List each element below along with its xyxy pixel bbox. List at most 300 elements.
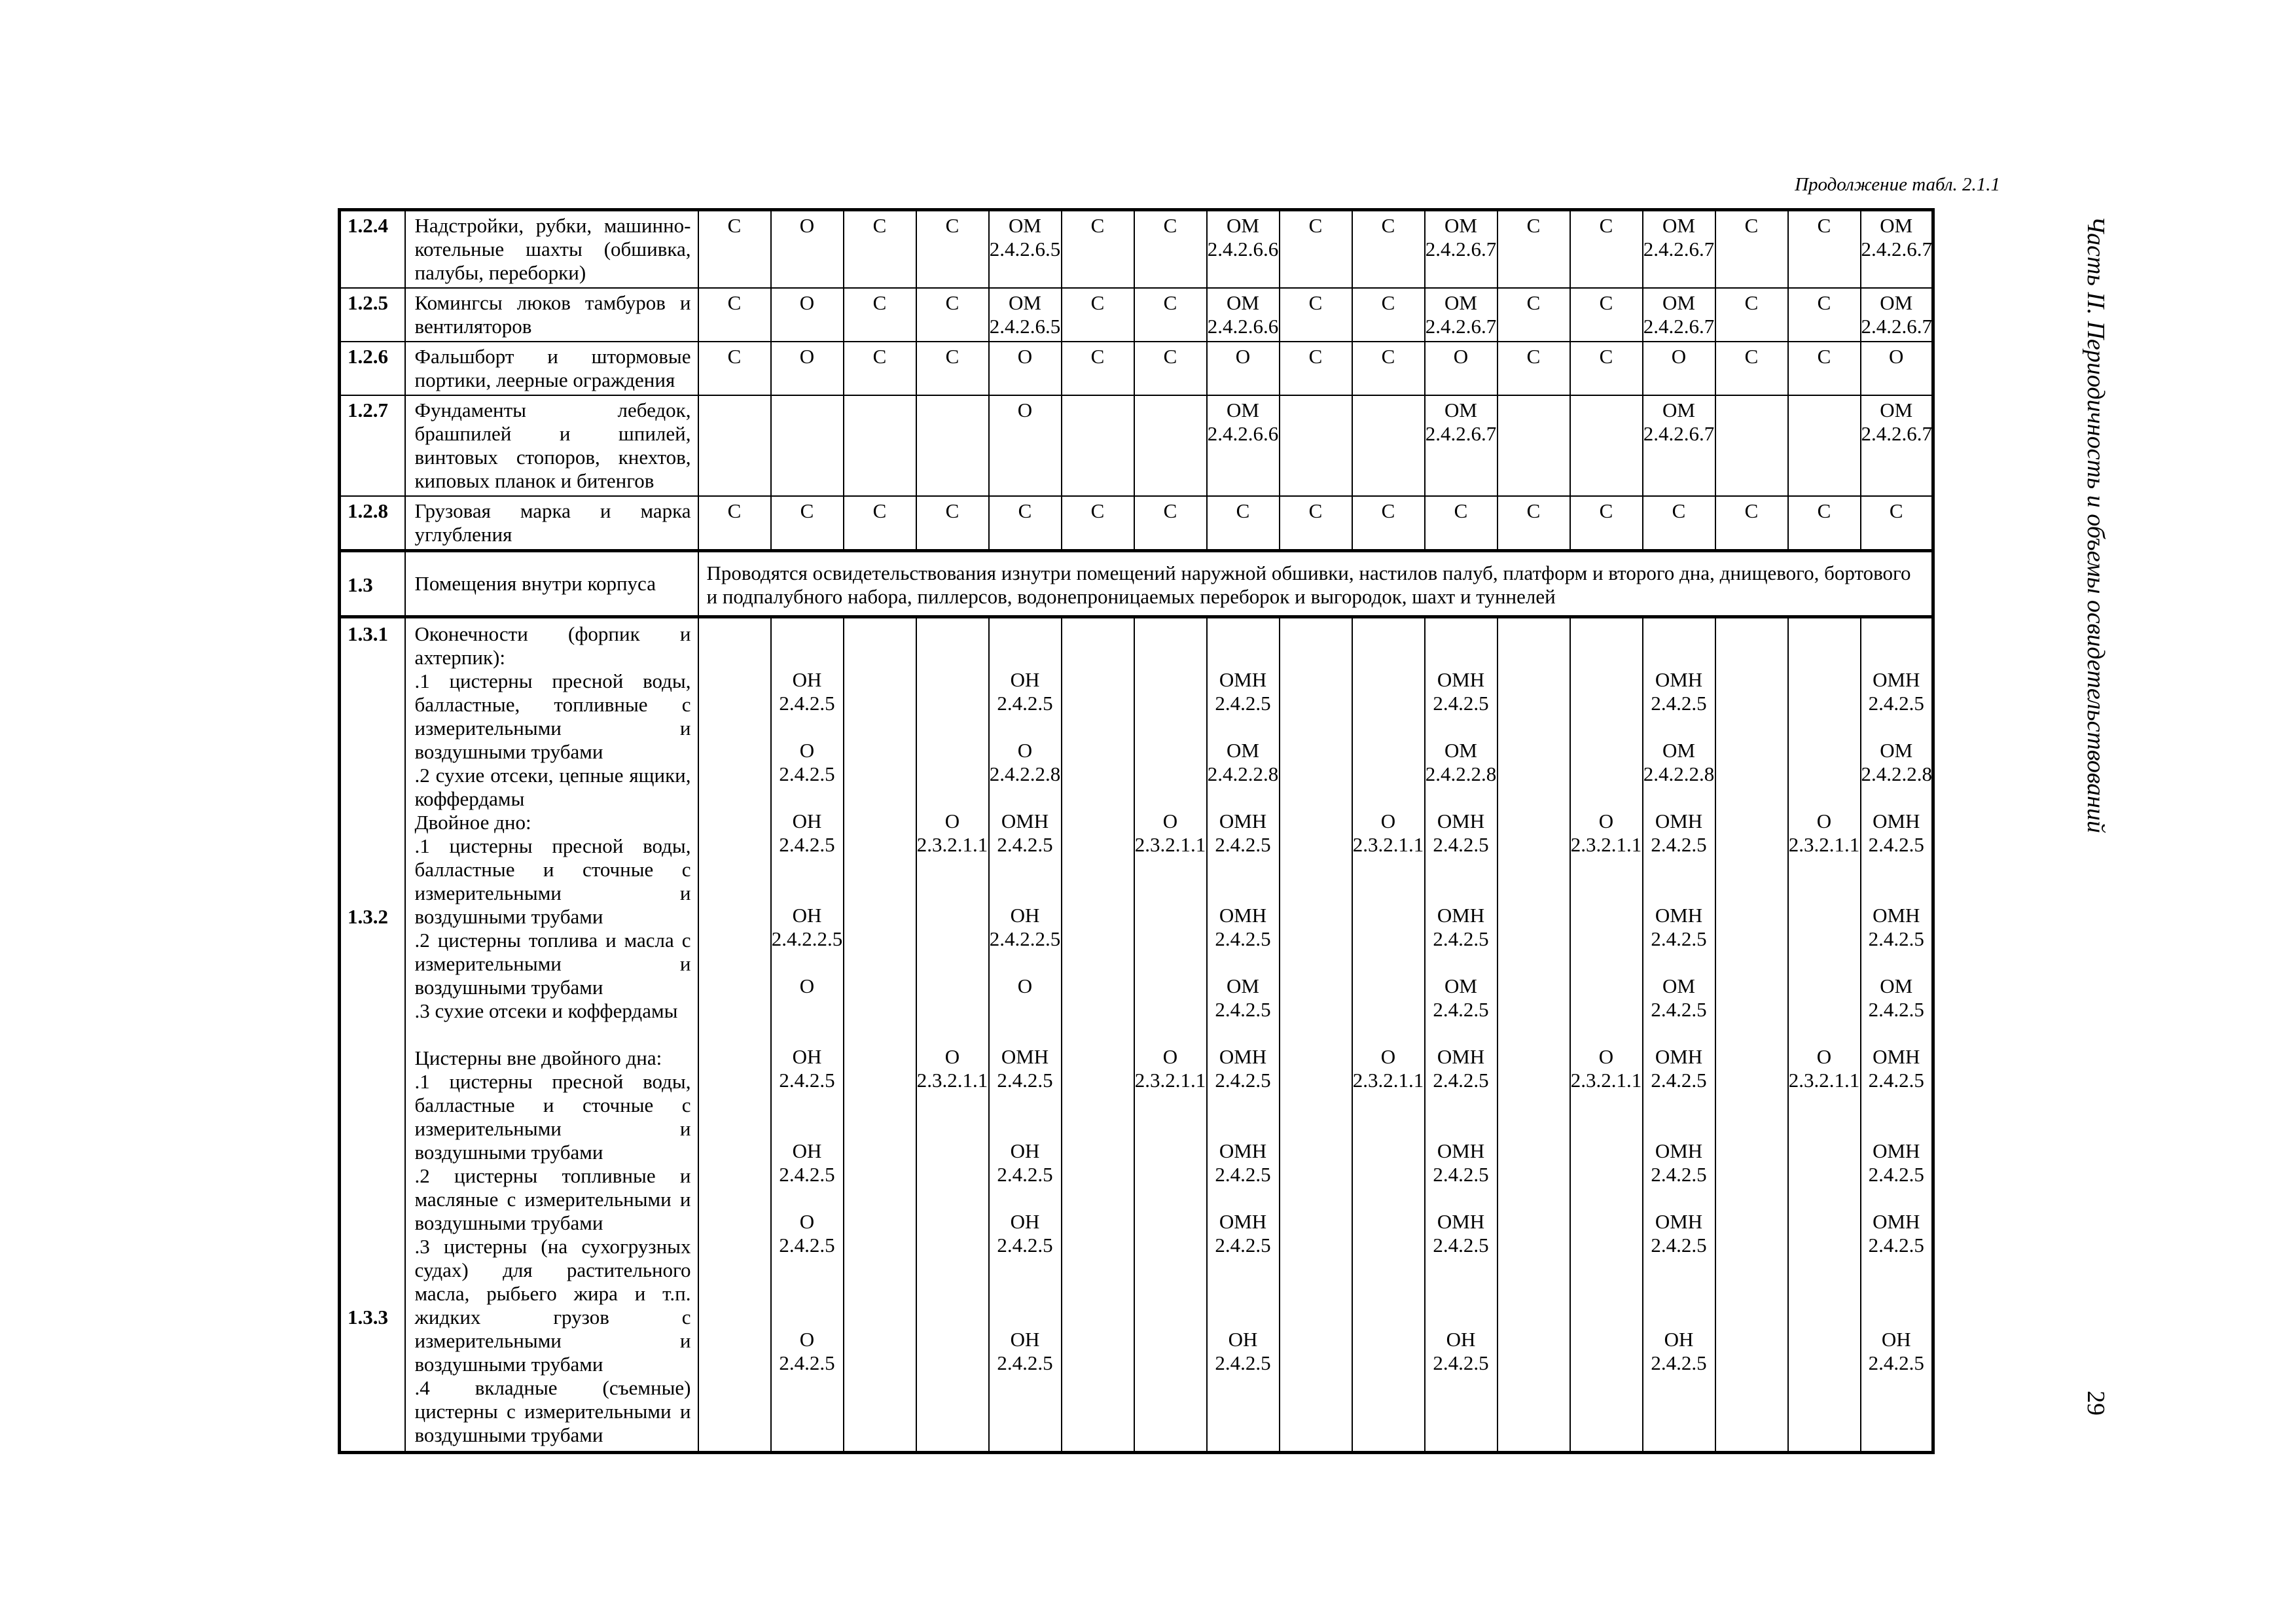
table-cell bbox=[1062, 342, 1134, 395]
table-cell bbox=[1425, 210, 1498, 289]
table-row bbox=[340, 395, 1933, 496]
cell-code: ОМН bbox=[1873, 904, 1920, 927]
table-row bbox=[340, 288, 1933, 342]
cell-code: С bbox=[727, 499, 742, 522]
cell-code: О bbox=[944, 810, 960, 832]
cell-reference: 2.4.2.5 bbox=[779, 1351, 835, 1374]
cell-reference: 2.4.2.5 bbox=[1651, 1351, 1707, 1374]
cell-code: ОН bbox=[1010, 1139, 1040, 1162]
table-cell bbox=[1062, 496, 1134, 551]
cell-code: О bbox=[1017, 345, 1033, 368]
table-cell bbox=[1788, 617, 1861, 1453]
table-cell bbox=[1643, 342, 1715, 395]
table-cell bbox=[1134, 342, 1207, 395]
cell-reference: 2.4.2.5 bbox=[1433, 927, 1489, 950]
table-row bbox=[340, 342, 1933, 395]
cell-code: ОН bbox=[1010, 1210, 1040, 1233]
table-cell bbox=[1643, 288, 1715, 342]
row-number: 1.3.3 bbox=[348, 1306, 388, 1329]
cell-reference: 2.4.2.5 bbox=[1215, 692, 1271, 715]
table-cell bbox=[989, 496, 1062, 551]
cell-code: ОН bbox=[792, 1139, 822, 1162]
table-cell bbox=[1425, 288, 1498, 342]
table-body-top bbox=[340, 210, 1933, 551]
cell-code: С bbox=[1672, 499, 1686, 522]
cell-code: ОМ bbox=[1444, 739, 1477, 762]
cell-reference: 2.4.2.5 bbox=[1868, 833, 1924, 856]
cell-code: ОМ bbox=[1662, 974, 1695, 997]
continuation-label: Продолжение табл. 2.1.1 bbox=[1795, 174, 2000, 195]
cell-code: С bbox=[872, 214, 887, 237]
table-cell bbox=[698, 288, 771, 342]
cell-reference: 2.4.2.5 bbox=[997, 1351, 1053, 1374]
table-cell bbox=[989, 395, 1062, 496]
cell-reference: 2.3.2.1.1 bbox=[1570, 1069, 1642, 1092]
table-cell bbox=[844, 342, 916, 395]
cell-code: С bbox=[1817, 291, 1831, 314]
cell-code: ОМН bbox=[1873, 1045, 1920, 1068]
table-cell bbox=[1788, 288, 1861, 342]
cell-code: ОМ bbox=[1880, 214, 1913, 237]
cell-reference: 2.4.2.6.7 bbox=[1643, 315, 1715, 338]
table-cell bbox=[1570, 288, 1643, 342]
cell-code: ОМН bbox=[1655, 1045, 1703, 1068]
cell-code: ОМН bbox=[1655, 1139, 1703, 1162]
table-cell bbox=[1861, 342, 1933, 395]
cell-reference: 2.4.2.5 bbox=[1215, 833, 1271, 856]
row-number: 1.2.5 bbox=[340, 288, 405, 342]
cell-code: С bbox=[1381, 499, 1395, 522]
cell-reference: 2.4.2.6.5 bbox=[989, 238, 1061, 260]
cell-code: С bbox=[727, 291, 742, 314]
table-cell bbox=[1643, 395, 1715, 496]
table-cell bbox=[771, 617, 844, 1453]
cell-code: О bbox=[799, 291, 815, 314]
table-cell bbox=[698, 210, 771, 289]
table-cell bbox=[1425, 496, 1498, 551]
cell-code: С bbox=[1454, 499, 1468, 522]
cell-code: ОМ bbox=[1444, 399, 1477, 421]
cell-reference: 2.4.2.5 bbox=[1868, 1069, 1924, 1092]
cell-code: ОН bbox=[792, 668, 822, 691]
cell-reference: 2.4.2.5 bbox=[1433, 692, 1489, 715]
cell-code: ОМ bbox=[1880, 739, 1913, 762]
cell-reference: 2.4.2.5 bbox=[1651, 998, 1707, 1021]
cell-reference: 2.4.2.5 bbox=[1215, 1163, 1271, 1186]
cell-code: С bbox=[1163, 291, 1177, 314]
cell-code: С bbox=[1599, 499, 1613, 522]
cell-code: ОМН bbox=[1437, 1045, 1485, 1068]
cell-reference: 2.4.2.5 bbox=[1215, 927, 1271, 950]
row-name-column bbox=[405, 617, 698, 1453]
cell-code: С bbox=[1526, 499, 1541, 522]
cell-reference: 2.4.2.6.7 bbox=[1861, 422, 1932, 445]
cell-reference: 2.4.2.5 bbox=[1215, 998, 1271, 1021]
cell-code: С bbox=[945, 499, 960, 522]
cell-reference: 2.3.2.1.1 bbox=[916, 1069, 988, 1092]
cell-code: С bbox=[1599, 291, 1613, 314]
cell-code: ОМ bbox=[1662, 214, 1695, 237]
cell-reference: 2.4.2.5 bbox=[1651, 833, 1707, 856]
row-heading: Цистерны вне двойного дна: bbox=[414, 1046, 662, 1069]
table-cell bbox=[989, 210, 1062, 289]
table-cell bbox=[1062, 288, 1134, 342]
cell-code: С bbox=[1308, 291, 1323, 314]
row-subitem: .2 цистерны топлива и масла с измерительными и воздушными трубами bbox=[414, 929, 691, 999]
cell-reference: 2.4.2.5 bbox=[779, 762, 835, 785]
table-cell bbox=[771, 210, 844, 289]
cell-reference: 2.4.2.5 bbox=[779, 1069, 835, 1092]
cell-reference: 2.4.2.5 bbox=[997, 692, 1053, 715]
table-cell bbox=[1643, 210, 1715, 289]
table-cell bbox=[1715, 342, 1788, 395]
cell-code: С bbox=[1236, 499, 1250, 522]
table-cell bbox=[698, 496, 771, 551]
table-cell bbox=[698, 342, 771, 395]
table-row bbox=[340, 496, 1933, 551]
table-cell bbox=[1498, 395, 1570, 496]
cell-reference: 2.4.2.5 bbox=[1215, 1069, 1271, 1092]
cell-code: ОМН bbox=[1437, 1139, 1485, 1162]
table-cell bbox=[1861, 617, 1933, 1453]
table-cell bbox=[1715, 210, 1788, 289]
cell-reference: 2.4.2.6.6 bbox=[1207, 422, 1279, 445]
cell-reference bbox=[990, 998, 1061, 1022]
cell-reference: 2.4.2.5 bbox=[1433, 1351, 1489, 1374]
cell-reference: 2.4.2.2.8 bbox=[1207, 762, 1279, 785]
cell-code: ОМН bbox=[1873, 668, 1920, 691]
cell-code: О bbox=[1671, 345, 1687, 368]
table-cell bbox=[1280, 395, 1352, 496]
cell-reference: 2.4.2.2.5 bbox=[771, 927, 843, 950]
cell-code: О bbox=[1017, 974, 1033, 997]
table-cell bbox=[1207, 210, 1280, 289]
table-cell bbox=[1352, 496, 1425, 551]
cell-code: О bbox=[1598, 1045, 1614, 1068]
cell-code: С bbox=[1018, 499, 1032, 522]
cell-code: ОМ bbox=[1662, 399, 1695, 421]
cell-reference: 2.4.2.5 bbox=[1651, 1163, 1707, 1186]
cell-reference: 2.4.2.6.7 bbox=[1861, 315, 1932, 338]
cell-code: ОМН bbox=[1873, 810, 1920, 832]
cell-code: О bbox=[1889, 345, 1904, 368]
cell-code: С bbox=[1817, 499, 1831, 522]
cell-code: ОН bbox=[1010, 904, 1040, 927]
cell-code: С bbox=[1381, 214, 1395, 237]
cell-reference: 2.3.2.1.1 bbox=[1788, 1069, 1860, 1092]
cell-reference: 2.4.2.5 bbox=[997, 1163, 1053, 1186]
cell-code: ОМ bbox=[1662, 291, 1695, 314]
cell-reference: 2.4.2.6.7 bbox=[1425, 422, 1497, 445]
table-cell bbox=[844, 395, 916, 496]
cell-reference: 2.4.2.5 bbox=[1868, 1351, 1924, 1374]
table-cell bbox=[771, 395, 844, 496]
table-cell bbox=[916, 395, 989, 496]
cell-code: С bbox=[1744, 291, 1759, 314]
cell-reference: 2.4.2.5 bbox=[1651, 1069, 1707, 1092]
cell-code: О bbox=[799, 345, 815, 368]
table-cell bbox=[1352, 210, 1425, 289]
table-cell bbox=[1788, 496, 1861, 551]
row-heading: Двойное дно: bbox=[414, 811, 531, 834]
table-cell bbox=[1861, 288, 1933, 342]
cell-code: С bbox=[1817, 214, 1831, 237]
table-cell bbox=[1280, 288, 1352, 342]
row-subitem: .2 сухие отсеки, цепные ящики, коффердамы bbox=[414, 764, 691, 810]
table-cell bbox=[1715, 288, 1788, 342]
cell-code: ОМН bbox=[1655, 810, 1703, 832]
cell-code: ОН bbox=[1664, 1328, 1694, 1351]
cell-reference: 2.4.2.2.5 bbox=[989, 927, 1061, 950]
row-subitem: .3 цистерны (на сухогрузных судах) для растительного масла, рыбьего жира и т.п. жидких грузов с измерительными и воздушными трубами bbox=[414, 1235, 691, 1376]
row-heading: Оконечности (форпик и ахтерпик): bbox=[414, 622, 691, 669]
table-cell bbox=[1425, 395, 1498, 496]
table-cell bbox=[1498, 342, 1570, 395]
table-cell bbox=[1062, 210, 1134, 289]
cell-code: ОМН bbox=[1873, 1210, 1920, 1233]
table-cell bbox=[1134, 395, 1207, 496]
cell-reference: 2.3.2.1.1 bbox=[1134, 1069, 1206, 1092]
cell-code: С bbox=[872, 499, 887, 522]
cell-code: ОМ bbox=[1880, 291, 1913, 314]
table-cell bbox=[1570, 342, 1643, 395]
table-cell bbox=[1280, 342, 1352, 395]
cell-reference: 2.4.2.6.6 bbox=[1207, 238, 1279, 260]
cell-reference: 2.4.2.5 bbox=[1433, 1069, 1489, 1092]
cell-code: С bbox=[1308, 345, 1323, 368]
cell-reference bbox=[772, 998, 843, 1022]
table-cell bbox=[916, 496, 989, 551]
cell-code: О bbox=[1162, 810, 1178, 832]
table-cell bbox=[698, 395, 771, 496]
cell-reference: 2.4.2.6.7 bbox=[1425, 238, 1497, 260]
cell-code: С bbox=[1744, 214, 1759, 237]
cell-code: ОМ bbox=[1227, 291, 1259, 314]
cell-code: О bbox=[799, 739, 815, 762]
cell-code: ОН bbox=[1446, 1328, 1476, 1351]
table-cell bbox=[1280, 210, 1352, 289]
cell-reference: 2.4.2.6.6 bbox=[1207, 315, 1279, 338]
table-cell bbox=[1715, 496, 1788, 551]
cell-code: ОН bbox=[1881, 1328, 1911, 1351]
table-cell bbox=[1207, 288, 1280, 342]
cell-reference: 2.4.2.6.7 bbox=[1643, 238, 1715, 260]
cell-code: О bbox=[1017, 399, 1033, 421]
cell-code: О bbox=[799, 974, 815, 997]
page-number: 29 bbox=[2082, 1391, 2109, 1416]
cell-code: ОМН bbox=[1219, 668, 1267, 691]
cell-reference: 2.3.2.1.1 bbox=[916, 833, 988, 856]
cell-reference: 2.4.2.5 bbox=[779, 1163, 835, 1186]
cell-code: С bbox=[1526, 345, 1541, 368]
cell-code: О bbox=[1380, 1045, 1396, 1068]
row-subitem: .1 цистерны пресной воды, балластные, топливные с измерительными и воздушными трубами bbox=[414, 669, 691, 763]
cell-code: С bbox=[872, 291, 887, 314]
cell-reference: 2.4.2.2.8 bbox=[1861, 762, 1932, 785]
table-cell bbox=[989, 342, 1062, 395]
table-cell bbox=[1570, 617, 1643, 1453]
table-cell bbox=[1788, 342, 1861, 395]
table-cell bbox=[1352, 395, 1425, 496]
row-number: 1.3.1 bbox=[348, 622, 388, 645]
table-cell bbox=[1062, 395, 1134, 496]
cell-reference: 2.4.2.5 bbox=[1868, 1234, 1924, 1257]
cell-code: ОМ bbox=[1009, 291, 1041, 314]
cell-code: О bbox=[1816, 810, 1832, 832]
cell-code: С bbox=[1090, 291, 1105, 314]
row-number-column bbox=[340, 617, 405, 1453]
cell-code: ОМ bbox=[1444, 214, 1477, 237]
cell-code: ОМН bbox=[1437, 810, 1485, 832]
cell-code: С bbox=[1744, 499, 1759, 522]
cell-reference: 2.4.2.5 bbox=[1868, 692, 1924, 715]
cell-code: О bbox=[1162, 1045, 1178, 1068]
cell-reference: 2.4.2.5 bbox=[997, 833, 1053, 856]
cell-reference: 2.4.2.5 bbox=[1868, 998, 1924, 1021]
table-cell bbox=[698, 617, 771, 1453]
table-cell bbox=[1352, 288, 1425, 342]
cell-reference: 2.4.2.5 bbox=[779, 692, 835, 715]
cell-code: ОМ bbox=[1444, 974, 1477, 997]
cell-code: О bbox=[1598, 810, 1614, 832]
cell-code: С bbox=[1308, 499, 1323, 522]
cell-reference: 2.4.2.5 bbox=[1868, 1163, 1924, 1186]
cell-reference: 2.4.2.5 bbox=[997, 1069, 1053, 1092]
table-cell bbox=[1425, 617, 1498, 1453]
table-cell bbox=[1280, 617, 1352, 1453]
row-name: Фальшборт и штормовые портики, леерные ограждения bbox=[405, 342, 698, 395]
cell-code: ОМ bbox=[1662, 739, 1695, 762]
cell-code: С bbox=[945, 291, 960, 314]
cell-reference: 2.4.2.6.7 bbox=[1861, 238, 1932, 260]
cell-code: ОМН bbox=[1655, 668, 1703, 691]
cell-code: С bbox=[1381, 291, 1395, 314]
table-cell bbox=[1352, 617, 1425, 1453]
row-subitem: .1 цистерны пресной воды, балластные и сточные с измерительными и воздушными трубами bbox=[414, 1070, 691, 1164]
cell-reference: 2.4.2.2.8 bbox=[1643, 762, 1715, 785]
table-cell bbox=[1861, 210, 1933, 289]
cell-code: С bbox=[945, 345, 960, 368]
cell-code: ОМ bbox=[1009, 214, 1041, 237]
cell-code: О bbox=[1453, 345, 1469, 368]
row-number: 1.3.2 bbox=[348, 905, 388, 928]
row-name: Надстройки, рубки, машинно-котельные шахты (обшивка, палубы, переборки) bbox=[405, 210, 698, 289]
row-name: Грузовая марка и марка углубления bbox=[405, 496, 698, 551]
table-cell bbox=[1788, 395, 1861, 496]
cell-reference: 2.4.2.5 bbox=[1215, 1351, 1271, 1374]
cell-code: С bbox=[1526, 291, 1541, 314]
table-cell bbox=[1134, 496, 1207, 551]
cell-reference: 2.4.2.5 bbox=[1433, 998, 1489, 1021]
cell-code: ОН bbox=[1010, 1328, 1040, 1351]
cell-reference: 2.4.2.6.7 bbox=[1425, 315, 1497, 338]
cell-reference: 2.4.2.5 bbox=[1651, 1234, 1707, 1257]
row-name: Комингсы люков тамбуров и вентиляторов bbox=[405, 288, 698, 342]
table-cell bbox=[916, 617, 989, 1453]
cell-code: С bbox=[1744, 345, 1759, 368]
table-cell bbox=[1643, 496, 1715, 551]
table-cell bbox=[916, 210, 989, 289]
cell-reference: 2.4.2.5 bbox=[1215, 1234, 1271, 1257]
cell-code: С bbox=[872, 345, 887, 368]
survey-table bbox=[338, 208, 1935, 1454]
table-cell bbox=[1280, 496, 1352, 551]
cell-reference: 2.4.2.5 bbox=[1868, 927, 1924, 950]
cell-code: С bbox=[1090, 214, 1105, 237]
cell-code: ОМН bbox=[1437, 668, 1485, 691]
row-number: 1.2.7 bbox=[340, 395, 405, 496]
cell-code: ОН bbox=[1228, 1328, 1258, 1351]
cell-code: С bbox=[727, 214, 742, 237]
cell-reference: 2.4.2.6.5 bbox=[989, 315, 1061, 338]
cell-reference: 2.3.2.1.1 bbox=[1788, 833, 1860, 856]
row-name: Фундаменты лебедок, брашпилей и шпилей, винтовых стопоров, кнехтов, киповых планок и битенгов bbox=[405, 395, 698, 496]
cell-code: С bbox=[1090, 499, 1105, 522]
cell-code: О bbox=[1017, 739, 1033, 762]
table-cell bbox=[1207, 395, 1280, 496]
row-note: Проводятся освидетельствования изнутри помещений наружной обшивки, настилов палуб, платформ и второго дна, днищевого, бортового и подпалубного набора, пиллерсов, водонепроницаемых переборок и выгородок, шахт и туннелей bbox=[698, 551, 1933, 617]
row-number: 1.2.4 bbox=[340, 210, 405, 289]
cell-code: ОМ bbox=[1227, 214, 1259, 237]
cell-code: ОМ bbox=[1444, 291, 1477, 314]
row-number: 1.2.8 bbox=[340, 496, 405, 551]
cell-code: ОН bbox=[792, 1045, 822, 1068]
cell-code: С bbox=[727, 345, 742, 368]
table-cell bbox=[1498, 617, 1570, 1453]
row-number: 1.2.6 bbox=[340, 342, 405, 395]
cell-code: ОМН bbox=[1655, 904, 1703, 927]
cell-code: С bbox=[1163, 345, 1177, 368]
table-cell bbox=[1498, 210, 1570, 289]
table-cell bbox=[844, 210, 916, 289]
cell-code: С bbox=[800, 499, 814, 522]
cell-code: ОМН bbox=[1437, 904, 1485, 927]
cell-reference: 2.4.2.2.8 bbox=[1425, 762, 1497, 785]
table-cell bbox=[1715, 617, 1788, 1453]
cell-code: С bbox=[1817, 345, 1831, 368]
cell-reference: 2.4.2.5 bbox=[1651, 692, 1707, 715]
cell-code: ОМН bbox=[1219, 1045, 1267, 1068]
cell-code: ОМ bbox=[1227, 399, 1259, 421]
table-cell bbox=[1062, 617, 1134, 1453]
table-body-13 bbox=[340, 551, 1933, 617]
cell-code: О bbox=[799, 1328, 815, 1351]
row-subitem: .3 сухие отсеки и коффердамы bbox=[414, 999, 678, 1022]
table-cell bbox=[989, 617, 1062, 1453]
cell-code: О bbox=[799, 1210, 815, 1233]
cell-reference: 2.4.2.5 bbox=[1433, 1163, 1489, 1186]
cell-reference: 2.4.2.5 bbox=[779, 833, 835, 856]
cell-code: ОМН bbox=[1219, 1210, 1267, 1233]
cell-reference: 2.4.2.2.8 bbox=[989, 762, 1061, 785]
cell-code: ОМ bbox=[1227, 974, 1259, 997]
table-cell bbox=[771, 288, 844, 342]
cell-code: С bbox=[1599, 214, 1613, 237]
cell-reference: 2.4.2.5 bbox=[1433, 1234, 1489, 1257]
table-cell bbox=[1788, 210, 1861, 289]
table-cell bbox=[1570, 395, 1643, 496]
table-cell bbox=[844, 288, 916, 342]
cell-code: ОМН bbox=[1219, 810, 1267, 832]
table-cell bbox=[916, 288, 989, 342]
table-cell bbox=[1715, 395, 1788, 496]
cell-code: С bbox=[1163, 214, 1177, 237]
row-subitem: .4 вкладные (съемные) цистерны с измерительными и воздушными трубами bbox=[414, 1376, 691, 1446]
table-body-lower bbox=[340, 617, 1933, 1453]
table-cell bbox=[989, 288, 1062, 342]
cell-reference: 2.4.2.6.7 bbox=[1643, 422, 1715, 445]
table-cell bbox=[1861, 395, 1933, 496]
